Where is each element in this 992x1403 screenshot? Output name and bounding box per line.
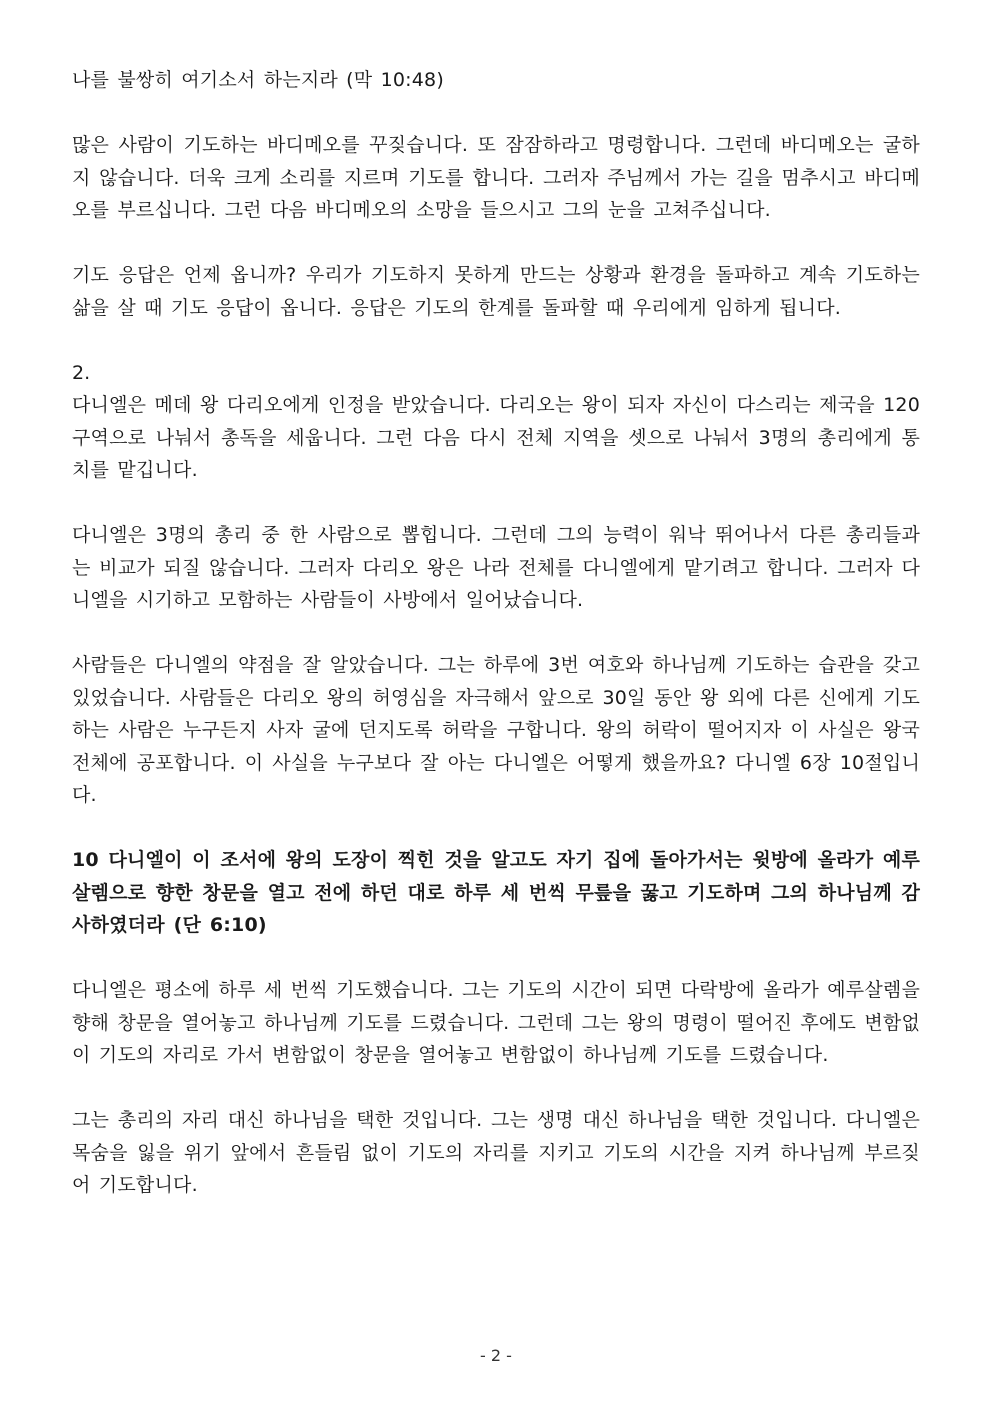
section-number: 2. (72, 361, 91, 384)
paragraph-daniel-prayer-habit: 다니엘은 평소에 하루 세 번씩 기도했습니다. 그는 기도의 시간이 되면 다락방에 올라가 예루살렘을 향해 창문을 열어놓고 하나님께 기도를 드렸습니다. 그런데 그는 왕의 명령이 떨어진 후에도 변함없이 기도의 자리로 가서 변함없이 창문을 열어놓고 변함없이 하나님께 기도를 드렸습니다. (72, 979, 920, 1066)
paragraph-daniel-chosen: 다니엘은 3명의 총리 중 한 사람으로 뽑힙니다. 그런데 그의 능력이 워낙 뛰어나서 다른 총리들과는 비교가 되질 않습니다. 그러자 다리오 왕은 나라 전체를 다니엘에게 맡기려고 합니다. 그러자 다니엘을 시기하고 모함하는 사람들이 사방에서 일어났습니다. (72, 524, 920, 611)
paragraph-bartimaeus: 많은 사람이 기도하는 바디메오를 꾸짖습니다. 또 잠잠하라고 명령합니다. 그런데 바디메오는 굴하지 않습니다. 더욱 크게 소리를 지르며 기도를 합니다. 그러자 주님께서 가는 길을 멈추시고 바디메오를 부르십니다. 그런 다음 바디메오의 소망을 들으시고 그의 눈을 고쳐주십니다. (72, 134, 920, 221)
paragraph-daniel-recognized: 다니엘은 메데 왕 다리오에게 인정을 받았습니다. 다리오는 왕이 되자 자신이 다스리는 제국을 120구역으로 나눠서 총독을 세웁니다. 그런 다음 다시 전체 지역을 셋으로 나눠서 3명의 총리에게 통치를 맡깁니다. (72, 394, 920, 481)
paragraph-verse-heading: 나를 불쌍히 여기소서 하는지라 (막 10:48) (72, 69, 444, 91)
paragraph-scripture-quote: 10 다니엘이 이 조서에 왕의 도장이 찍힌 것을 알고도 자기 집에 돌아가서는 윗방에 올라가 예루살렘으로 향한 창문을 열고 전에 하던 대로 하루 세 번씩 무릎을 꿇고 기도하며 그의 하나님께 감사하였더라 (단 6:10) (72, 849, 920, 936)
paragraph-daniel-weakness: 사람들은 다니엘의 약점을 잘 알았습니다. 그는 하루에 3번 여호와 하나님께 기도하는 습관을 갖고 있었습니다. 사람들은 다리오 왕의 허영심을 자극해서 앞으로 30일 동안 왕 외에 다른 신에게 기도하는 사람은 누구든지 사자 굴에 던지도록 허락을 구합니다. 왕의 허락이 떨어지자 이 사실은 왕국 전체에 공포합니다. 이 사실을 누구보다 잘 아는 다니엘은 어떻게 했을까요? 다니엘 6장 10절입니다. (72, 654, 920, 806)
document-body (72, 64, 920, 1202)
paragraph-prayer-answer: 기도 응답은 언제 옵니까? 우리가 기도하지 못하게 만드는 상황과 환경을 돌파하고 계속 기도하는 삶을 살 때 기도 응답이 옵니다. 응답은 기도의 한계를 돌파할 때 우리에게 임하게 됩니다. (72, 264, 920, 319)
page-number: - 2 - (480, 1346, 512, 1365)
paragraph-daniel-choice: 그는 총리의 자리 대신 하나님을 택한 것입니다. 그는 생명 대신 하나님을 택한 것입니다. 다니엘은 목숨을 잃을 위기 앞에서 흔들림 없이 기도의 자리를 지키고 기도의 시간을 지켜 하나님께 부르짖어 기도합니다. (72, 1109, 920, 1196)
